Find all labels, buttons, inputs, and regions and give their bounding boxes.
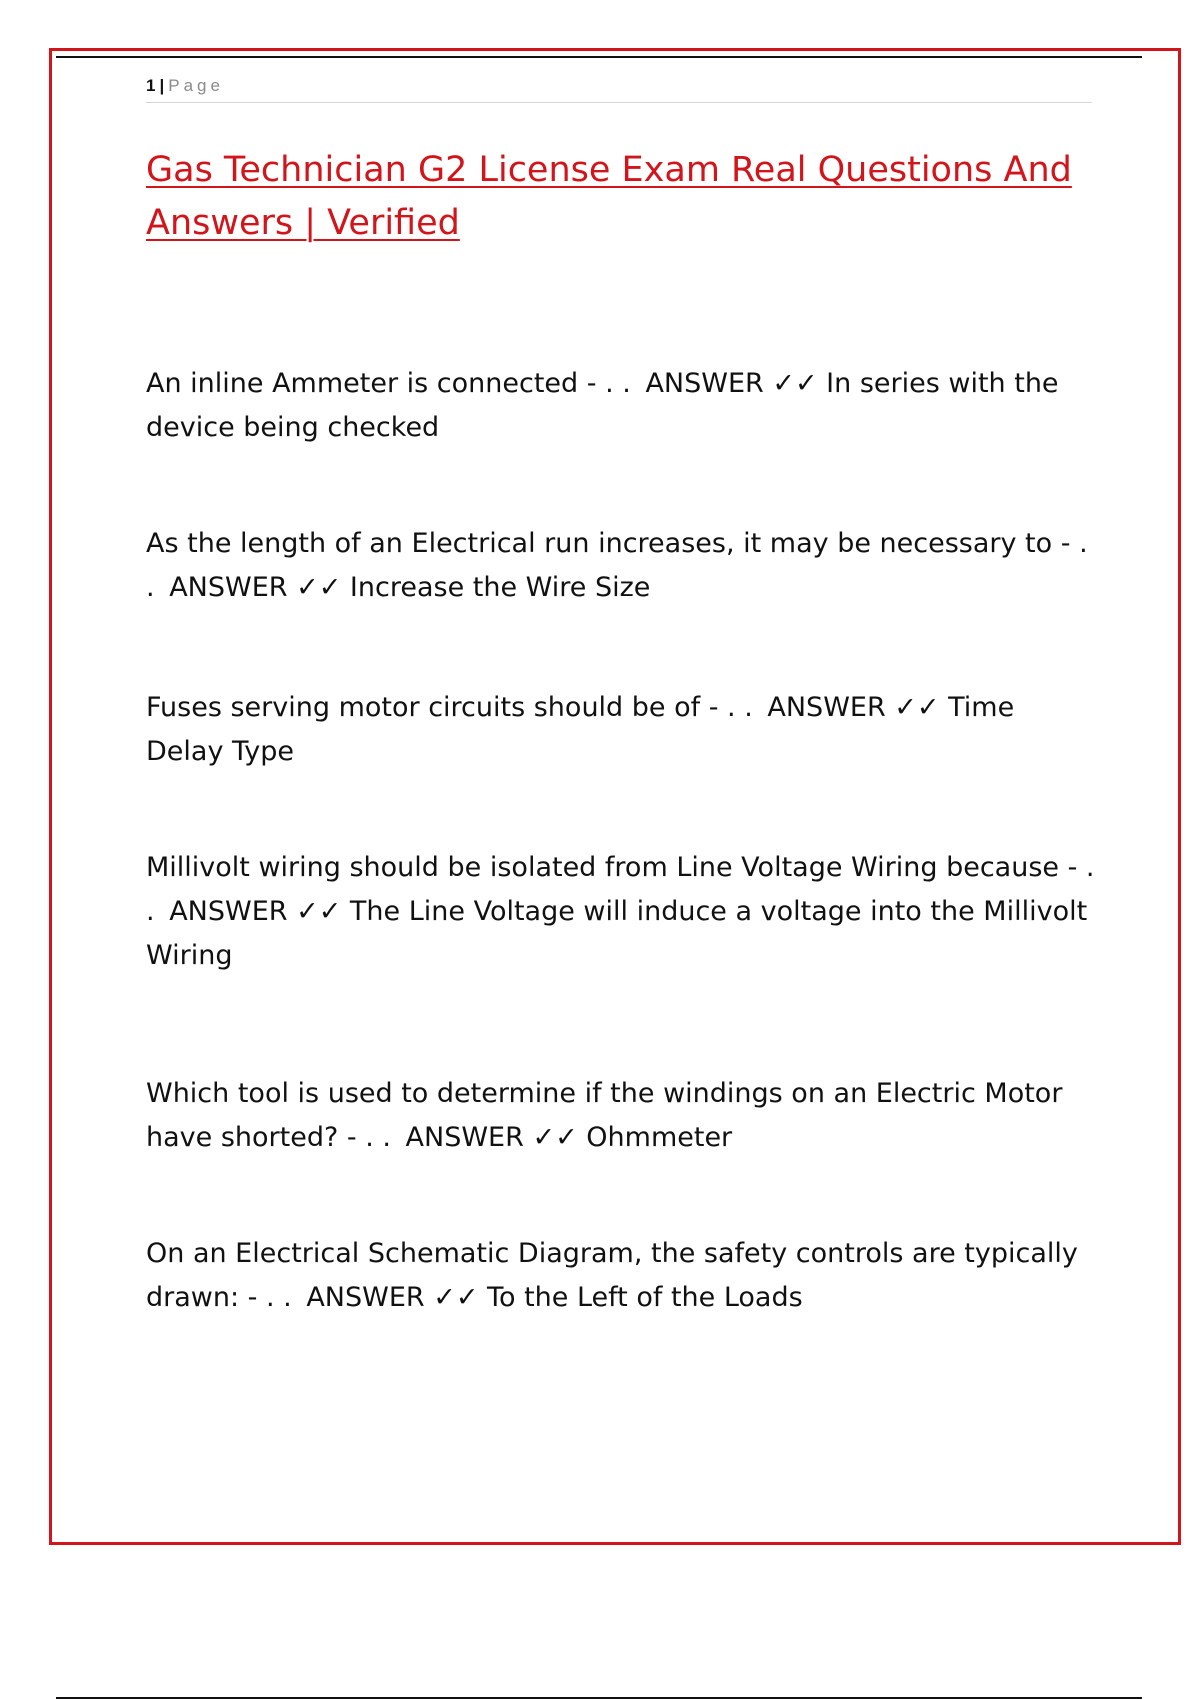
answer-text: ANSWER ✓✓ In series with the device being checked xyxy=(146,368,1059,443)
answer-text: ANSWER ✓✓ To the Left of the Loads xyxy=(306,1282,803,1313)
qa-item-6 xyxy=(146,1232,1096,1320)
qa-item-4 xyxy=(146,846,1096,978)
page-label: Page xyxy=(168,76,224,95)
qa-item-1 xyxy=(146,362,1096,450)
answer-text: ANSWER ✓✓ Time Delay Type xyxy=(146,692,1015,767)
top-rule xyxy=(56,56,1142,58)
qa-item-3 xyxy=(146,686,1096,774)
question-text: Which tool is used to determine if the windings on an Electric Motor have shorted? - . . xyxy=(146,1078,1063,1153)
page-separator: | xyxy=(159,76,165,95)
document-title: Gas Technician G2 License Exam Real Questions And Answers | Verified xyxy=(146,150,1072,243)
page-border-frame xyxy=(49,48,1181,1545)
answer-text: ANSWER ✓✓ Increase the Wire Size xyxy=(169,572,651,603)
question-text: On an Electrical Schematic Diagram, the safety controls are typically drawn: - . . xyxy=(146,1238,1078,1313)
answer-text: ANSWER ✓✓ Ohmmeter xyxy=(405,1122,733,1153)
page-header xyxy=(146,74,1092,103)
question-text: Millivolt wiring should be isolated from Line Voltage Wiring because - . . xyxy=(146,852,1095,927)
bottom-rule xyxy=(56,1697,1142,1699)
question-text: An inline Ammeter is connected - . . xyxy=(146,368,631,399)
qa-item-2 xyxy=(146,522,1096,610)
question-text: Fuses serving motor circuits should be of - . . xyxy=(146,692,753,723)
question-text: As the length of an Electrical run increases, it may be necessary to - . . xyxy=(146,528,1088,603)
qa-item-5 xyxy=(146,1072,1096,1160)
answer-text: ANSWER ✓✓ The Line Voltage will induce a voltage into the Millivolt Wiring xyxy=(146,896,1088,971)
page-number: 1 xyxy=(146,76,156,95)
